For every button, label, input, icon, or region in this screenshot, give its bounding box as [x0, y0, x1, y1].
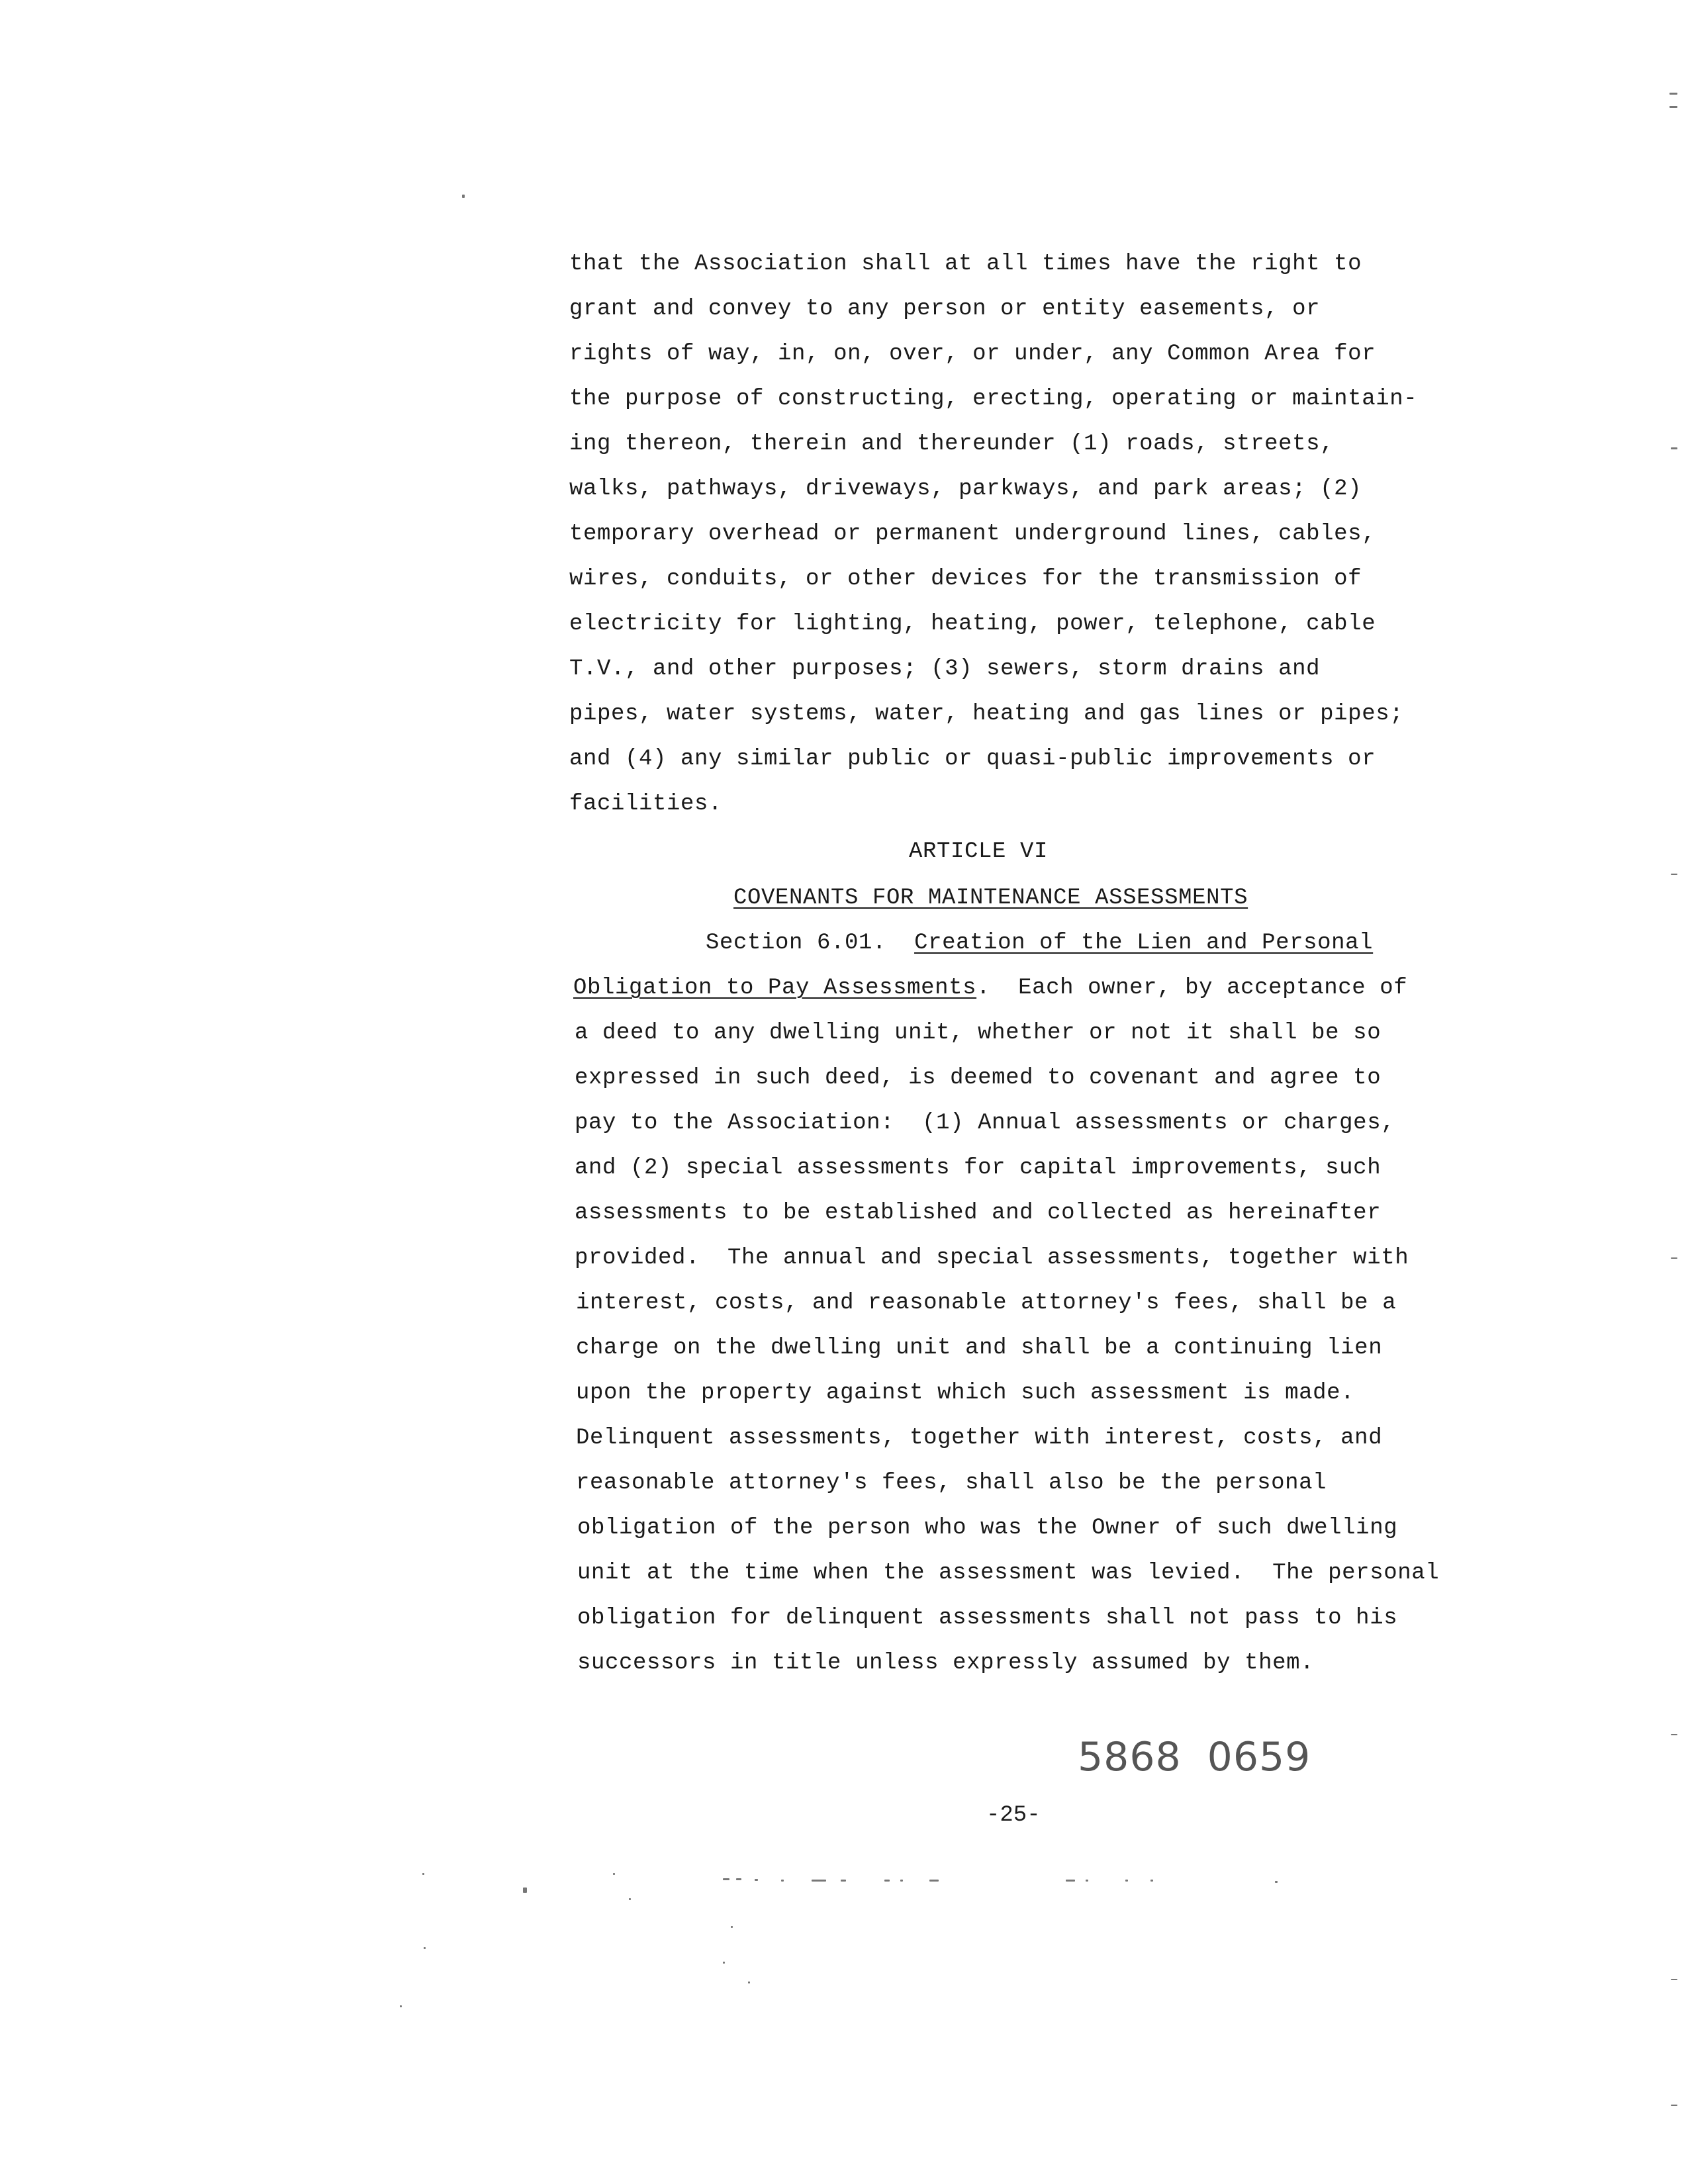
text-line: provided. The annual and special assessments, together with — [575, 1246, 1409, 1271]
text-line: unit at the time when the assessment was levied. The personal — [577, 1561, 1440, 1586]
text-line: a deed to any dwelling unit, whether or not it shall be so — [575, 1021, 1382, 1046]
article-number: ARTICLE VI — [909, 839, 1049, 864]
text-line: pay to the Association: (1) Annual assessments or charges, — [575, 1111, 1395, 1136]
text-line: and (2) special assessments for capital improvements, such — [575, 1156, 1382, 1181]
speck — [841, 1880, 846, 1882]
speck — [1671, 1257, 1677, 1259]
speck — [900, 1880, 903, 1882]
speck — [424, 1947, 426, 1949]
text-line: facilities. — [569, 792, 723, 817]
speck — [748, 1981, 750, 1983]
speck — [422, 1873, 424, 1875]
speck — [1671, 1734, 1677, 1735]
text-line: interest, costs, and reasonable attorney's fees, shall be a — [576, 1291, 1397, 1316]
speck — [1671, 874, 1677, 875]
text-line: charge on the dwelling unit and shall be a continuing lien — [576, 1336, 1383, 1361]
text-line: electricity for lighting, heating, power, telephone, cable — [569, 612, 1376, 637]
article-title: COVENANTS FOR MAINTENANCE ASSESSMENTS — [733, 886, 1248, 911]
text-line: the purpose of constructing, erecting, operating or maintain- — [569, 387, 1418, 412]
text-line: upon the property against which such assessment is made. — [576, 1381, 1355, 1406]
speck — [629, 1898, 631, 1900]
text-line: temporary overhead or permanent underground lines, cables, — [569, 522, 1376, 547]
speck — [723, 1878, 729, 1880]
section-label: Section 6.01. — [706, 931, 887, 956]
text-line: wires, conduits, or other devices for the transmission of — [569, 567, 1362, 592]
speck — [723, 1962, 725, 1964]
text-fragment: . Each owner, by acceptance of — [976, 976, 1408, 1001]
page-number: -25- — [986, 1803, 1041, 1828]
text-line: obligation for delinquent assessments shall not pass to his — [577, 1606, 1398, 1631]
speck — [1671, 1979, 1677, 1980]
text-line: pipes, water systems, water, heating and gas lines or pipes; — [569, 702, 1404, 727]
section-title-part2: Obligation to Pay Assessments — [573, 976, 977, 1001]
speck — [755, 1879, 758, 1881]
speck — [781, 1880, 784, 1882]
speck — [929, 1880, 939, 1882]
speck — [1669, 106, 1677, 108]
text-line: that the Association shall at all times have the right to — [569, 251, 1362, 277]
speck — [1125, 1880, 1128, 1882]
section-title-part1: Creation of the Lien and Personal — [914, 931, 1374, 956]
speck — [1066, 1880, 1075, 1882]
speck — [1671, 447, 1677, 449]
speck — [736, 1878, 741, 1880]
text-line: assessments to be established and collected as hereinafter — [575, 1201, 1382, 1226]
speck — [731, 1926, 733, 1928]
recording-stamp: 5868 0659 — [1078, 1734, 1311, 1780]
speck — [1669, 93, 1677, 95]
text-line: reasonable attorney's fees, shall also be the personal — [576, 1471, 1327, 1496]
text-line: Delinquent assessments, together with interest, costs, and — [576, 1426, 1383, 1451]
section-second-line — [573, 976, 1407, 1001]
speck — [1150, 1880, 1153, 1882]
speck — [523, 1888, 527, 1893]
speck — [812, 1880, 826, 1882]
section-first-line — [706, 931, 1373, 956]
text-line: successors in title unless expressly assumed by them. — [577, 1651, 1315, 1676]
speck — [1086, 1880, 1088, 1882]
text-line: grant and convey to any person or entity easements, or — [569, 296, 1321, 322]
speck — [613, 1873, 615, 1875]
speck — [462, 195, 465, 198]
text-line: walks, pathways, driveways, parkways, and park areas; (2) — [569, 477, 1362, 502]
text-line: ing thereon, therein and thereunder (1) roads, streets, — [569, 432, 1335, 457]
text-line: T.V., and other purposes; (3) sewers, storm drains and — [569, 657, 1321, 682]
speck — [1671, 2105, 1677, 2106]
speck — [1275, 1881, 1278, 1883]
speck — [884, 1880, 890, 1882]
text-line: and (4) any similar public or quasi-public improvements or — [569, 747, 1376, 772]
speck — [400, 2005, 402, 2007]
text-line: obligation of the person who was the Owner of such dwelling — [577, 1516, 1398, 1541]
text-line: expressed in such deed, is deemed to covenant and agree to — [575, 1066, 1382, 1091]
text-line: rights of way, in, on, over, or under, any Common Area for — [569, 341, 1376, 367]
